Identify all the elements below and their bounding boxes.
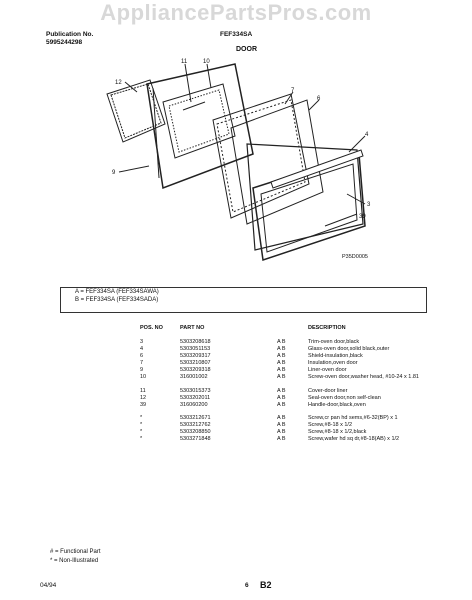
parts-row-desc: Screw,#8-18 x 1/2,black (308, 429, 367, 435)
parts-row-desc: Screw,#8-18 x 1/2 (308, 422, 353, 428)
parts-row-pos: 3 (140, 339, 144, 345)
parts-row-part: 316060200 (180, 402, 208, 408)
callout-12: 12 (115, 80, 122, 86)
parts-table (140, 325, 440, 465)
parts-row-desc: Shield-insulation,black (308, 353, 363, 359)
parts-row-part: 5303208850 (180, 429, 211, 435)
footer-page-number: 6 (245, 582, 249, 589)
header-desc: DESCRIPTION (308, 325, 346, 331)
parts-row-ab: A B (277, 374, 286, 380)
footnote-non-illustrated: * = Non-Illustrated (50, 558, 99, 564)
parts-row-pos: 11 (140, 388, 146, 394)
parts-row-pos: 9 (140, 367, 144, 373)
parts-row-ab: A B (277, 367, 286, 373)
callout-6: 6 (317, 96, 321, 102)
parts-row-pos: 4 (140, 346, 144, 352)
parts-row-pos: 39 (140, 402, 147, 408)
parts-row-desc: Trim-oven door,black (308, 339, 360, 345)
parts-row-pos: 10 (140, 374, 147, 380)
parts-row-ab: A B (277, 436, 286, 442)
parts-row-part: 5303271848 (180, 436, 211, 442)
parts-row-ab: A B (277, 339, 286, 345)
parts-row-pos: * (140, 436, 143, 442)
parts-row-pos: 12 (140, 395, 147, 401)
door-exploded-diagram (95, 54, 395, 269)
model-legend-a: A = FEF334SA (FEF334SAWA) (75, 289, 159, 295)
parts-row-pos: * (140, 422, 143, 428)
model-name: FEF334SA (220, 31, 253, 38)
parts-row-part: 5303015373 (180, 388, 211, 394)
insulation-part (213, 94, 309, 218)
parts-row-ab: A B (277, 402, 286, 408)
section-title: DOOR (236, 46, 257, 53)
parts-row-desc: Screw,wafer hd sq dr,#8-18(AB) x 1/2 (308, 436, 400, 442)
parts-row-pos: * (140, 429, 143, 435)
header-part: PART NO (180, 325, 205, 331)
parts-row-pos: 6 (140, 353, 144, 359)
parts-row-part: 5303212762 (180, 422, 211, 428)
parts-row-part: 316001002 (180, 374, 208, 380)
parts-row-desc: Insulation,oven door (308, 360, 358, 366)
parts-row-ab: A B (277, 422, 286, 428)
callout-39: 39 (359, 214, 366, 220)
parts-row-ab: A B (277, 395, 286, 401)
footer-date: 04/94 (40, 582, 57, 589)
parts-row-desc: Glass-oven door,solid black,outer (308, 346, 390, 352)
header-pos: POS. NO (140, 325, 163, 331)
parts-row-part: 5303210807 (180, 360, 211, 366)
parts-row-desc: Liner-oven door (308, 367, 347, 373)
callout-3: 3 (367, 202, 371, 208)
diagram-part-code: P35D0005 (342, 254, 368, 260)
footer-page-code: B2 (260, 580, 272, 590)
parts-row-part: 5303051153 (180, 346, 211, 352)
parts-row-desc: Seal-oven door,non self-clean (308, 395, 381, 401)
publication-number: 5995244298 (46, 39, 83, 46)
footnote-functional: # = Functional Part (50, 549, 101, 555)
parts-row-ab: A B (277, 353, 286, 359)
callout-11: 11 (181, 59, 188, 65)
callout-4: 4 (365, 132, 369, 138)
parts-row-pos: 7 (140, 360, 144, 366)
parts-row-ab: A B (277, 429, 286, 435)
model-legend-b: B = FEF334SA (FEF334SADA) (75, 297, 159, 303)
parts-row-part: 5303212671 (180, 415, 211, 421)
callout-7: 7 (291, 88, 295, 94)
parts-row-desc: Handle-door,black,oven (308, 402, 366, 408)
parts-row-ab: A B (277, 388, 286, 394)
callout-10: 10 (203, 59, 210, 65)
parts-row-part: 5303202011 (180, 395, 211, 401)
parts-row-desc: Screw,cr pan hd sems,#6-32(BP) x 1 (308, 415, 398, 421)
callout-9: 9 (112, 170, 116, 176)
watermark: AppliancePartsPros.com (100, 0, 372, 25)
parts-row-ab: A B (277, 415, 286, 421)
parts-row-pos: * (140, 415, 143, 421)
parts-row-desc: Cover-door liner (308, 388, 348, 394)
parts-row-ab: A B (277, 360, 286, 366)
shield-part (231, 100, 323, 224)
model-legend (60, 287, 427, 313)
parts-row-part: 5303209318 (180, 367, 211, 373)
publication-label: Publication No. (46, 31, 94, 38)
parts-row-ab: A B (277, 346, 286, 352)
parts-row-part: 5303208618 (180, 339, 211, 345)
parts-row-part: 5303209317 (180, 353, 211, 359)
parts-row-desc: Screw-oven door,washer head, #10-24 x 1.81 (308, 374, 419, 380)
